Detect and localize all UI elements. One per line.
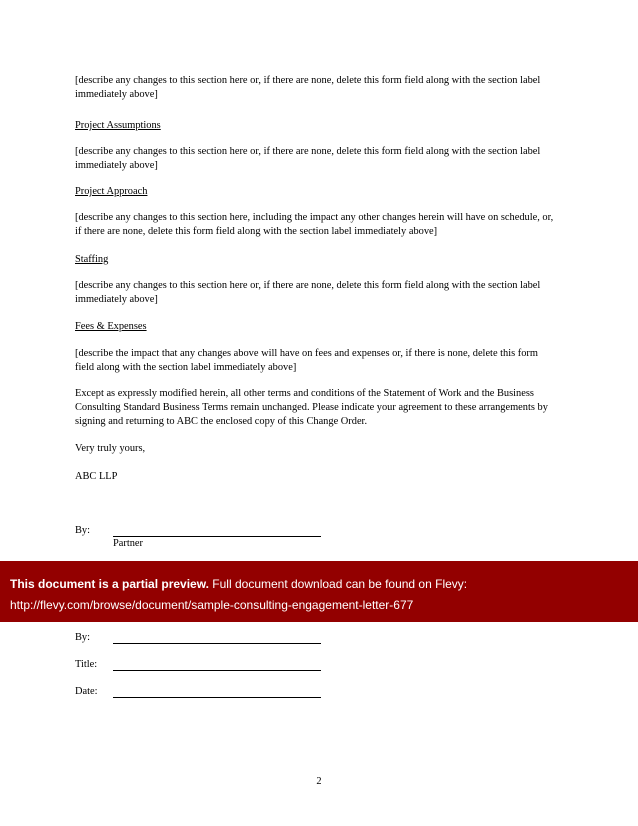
preview-banner-message xyxy=(10,574,467,594)
signature-row-by-firm xyxy=(75,524,375,538)
by-label-client: By: xyxy=(75,632,91,643)
signature-line-client xyxy=(113,631,321,644)
signature-row-by-client xyxy=(75,631,375,645)
body-paragraph-project-assumptions: [describe any changes to this section here or, if there are none, delete this form field along with the section label immediately above] xyxy=(75,146,541,171)
preview-banner xyxy=(0,561,638,622)
date-line xyxy=(113,685,321,698)
body-paragraph-fees-expenses: [describe the impact that any changes above will have on fees and expenses or, if there is none, delete this form field along with the section label immediately above] xyxy=(75,348,538,373)
title-line xyxy=(113,658,321,671)
section-heading-fees-expenses: Fees & Expenses xyxy=(75,321,147,332)
page-number: 2 xyxy=(316,776,322,787)
title-label: Title: xyxy=(75,659,98,670)
closing-salutation: Very truly yours, xyxy=(75,443,146,454)
body-paragraph-staffing: [describe any changes to this section here or, if there are none, delete this form field along with the section label immediately above] xyxy=(75,280,541,305)
partner-label: Partner xyxy=(113,538,144,549)
body-paragraph-project-approach: [describe any changes to this section here, including the impact any other changes herein will have on schedule, or, if there are none, delete this form field along with the section label immediately above] xyxy=(75,212,554,237)
body-paragraph-general-changes: [describe any changes to this section here or, if there are none, delete this form field along with the section label immediately above] xyxy=(75,75,541,100)
section-heading-project-assumptions: Project Assumptions xyxy=(75,120,161,131)
signature-row-date xyxy=(75,685,375,699)
body-paragraph-closing-terms: Except as expressly modified herein, all other terms and conditions of the Statement of Work and the Business Consulting Standard Business Terms remain unchanged. Please indicate your agreement to these arrangements by signing and returning to ABC the enclosed copy of this Change Order. xyxy=(75,388,548,427)
section-heading-staffing: Staffing xyxy=(75,254,109,265)
signature-line xyxy=(113,524,321,537)
signature-row-title xyxy=(75,658,375,672)
section-heading-project-approach: Project Approach xyxy=(75,186,148,197)
preview-banner-bold-text: This document is a partial preview. xyxy=(10,577,209,591)
preview-banner-normal-text: Full document download can be found on Flevy: xyxy=(212,577,468,591)
firm-name: ABC LLP xyxy=(75,471,118,482)
date-label: Date: xyxy=(75,686,98,697)
preview-banner-download-link[interactable]: http://flevy.com/browse/document/sample-consulting-engagement-letter-677 xyxy=(10,598,414,612)
by-label: By: xyxy=(75,525,91,536)
